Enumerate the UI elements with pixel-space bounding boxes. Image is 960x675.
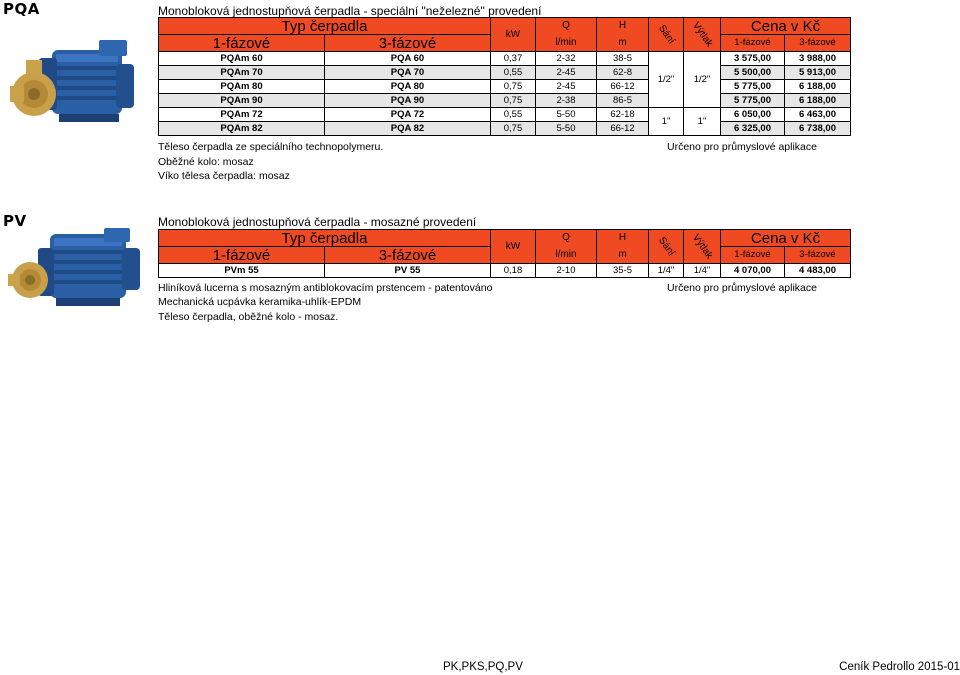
price-3faze: 6 188,00	[785, 80, 851, 94]
q-value: 5-50	[536, 122, 597, 136]
header-q-unit: l/min	[536, 247, 597, 264]
model-1faze: PQAm 60	[159, 52, 325, 66]
kw-value: 0,37	[491, 52, 536, 66]
model-3faze: PQA 70	[325, 66, 491, 80]
q-value: 2-32	[536, 52, 597, 66]
kw-value: 0,55	[491, 66, 536, 80]
pump-photo-pqa	[4, 30, 154, 155]
usage-pv: Určeno pro průmyslové aplikace	[667, 282, 817, 294]
q-value: 2-45	[536, 80, 597, 94]
q-value: 2-38	[536, 94, 597, 108]
price-1faze: 3 575,00	[721, 52, 785, 66]
table-row	[159, 52, 851, 66]
q-value: 2-45	[536, 66, 597, 80]
header-3faze: 3-fázové	[325, 35, 491, 52]
header-vytlak: Výtlak	[684, 230, 721, 264]
table-row	[159, 94, 851, 108]
table-row	[159, 108, 851, 122]
header-h-unit: m	[597, 35, 649, 52]
note-pv-2: Mechanická ucpávka keramika-uhlík-EPDM	[158, 296, 362, 308]
price-1faze: 6 325,00	[721, 122, 785, 136]
model-1faze: PQAm 72	[159, 108, 325, 122]
model-3faze: PQA 72	[325, 108, 491, 122]
model-1faze: PQAm 70	[159, 66, 325, 80]
footer-left: PK,PKS,PQ,PV	[443, 661, 523, 673]
section-title-pqa: Monobloková jednostupňová čerpadla - speciální "neželezné" provedení	[158, 4, 542, 18]
vytlak-value: 1/2"	[684, 52, 721, 108]
table-row	[159, 264, 851, 278]
price-3faze: 6 188,00	[785, 94, 851, 108]
header-typ: Typ čerpadla	[159, 230, 491, 247]
h-value: 66-12	[597, 80, 649, 94]
h-value: 35-5	[597, 264, 649, 278]
header-price-3faze: 3-fázové	[785, 35, 851, 52]
sani-value: 1/2"	[649, 52, 684, 108]
section-code-pqa: PQA	[3, 0, 40, 18]
header-1faze: 1-fázové	[159, 247, 325, 264]
note-pv-3: Těleso čerpadla, oběžné kolo - mosaz.	[158, 311, 339, 323]
vytlak-value: 1/4"	[684, 264, 721, 278]
section-code-pv: PV	[3, 212, 27, 230]
pump-photo-pv	[4, 226, 154, 334]
header-cena: Cena v Kč	[721, 18, 851, 35]
price-1faze: 6 050,00	[721, 108, 785, 122]
header-h: H	[597, 18, 649, 35]
price-3faze: 6 738,00	[785, 122, 851, 136]
header-q: Q	[536, 230, 597, 247]
header-q: Q	[536, 18, 597, 35]
h-value: 38-5	[597, 52, 649, 66]
note-pqa-3: Víko tělesa čerpadla: mosaz	[158, 170, 290, 182]
note-pv-1: Hliníková lucerna s mosazným antiblokovacím prstencem - patentováno	[158, 282, 493, 294]
header-price-3faze: 3-fázové	[785, 247, 851, 264]
kw-value: 0,75	[491, 94, 536, 108]
header-vytlak: Výtlak	[684, 18, 721, 52]
kw-value: 0,55	[491, 108, 536, 122]
h-value: 62-18	[597, 108, 649, 122]
table-row	[159, 80, 851, 94]
price-table-pqa	[158, 17, 851, 136]
kw-value: 0,75	[491, 80, 536, 94]
header-h: H	[597, 230, 649, 247]
price-table-pv	[158, 229, 851, 278]
header-price-1faze: 1-fázové	[721, 247, 785, 264]
header-kw: kW	[491, 18, 536, 52]
price-1faze: 4 070,00	[721, 264, 785, 278]
header-price-1faze: 1-fázové	[721, 35, 785, 52]
sani-value: 1"	[649, 108, 684, 136]
kw-value: 0,18	[491, 264, 536, 278]
header-sani: Sání	[649, 230, 684, 264]
h-value: 86-5	[597, 94, 649, 108]
header-q-unit: l/min	[536, 35, 597, 52]
footer-right: Ceník Pedrollo 2015-01	[839, 661, 960, 673]
table-row	[159, 122, 851, 136]
model-3faze: PQA 80	[325, 80, 491, 94]
note-pqa-2: Oběžné kolo: mosaz	[158, 156, 254, 168]
kw-value: 0,75	[491, 122, 536, 136]
model-1faze: PQAm 90	[159, 94, 325, 108]
q-value: 5-50	[536, 108, 597, 122]
vytlak-value: 1"	[684, 108, 721, 136]
h-value: 66-12	[597, 122, 649, 136]
usage-pqa: Určeno pro průmyslové aplikace	[667, 141, 817, 153]
price-1faze: 5 775,00	[721, 94, 785, 108]
header-typ: Typ čerpadla	[159, 18, 491, 35]
header-kw: kW	[491, 230, 536, 264]
header-cena: Cena v Kč	[721, 230, 851, 247]
model-1faze: PQAm 82	[159, 122, 325, 136]
header-1faze: 1-fázové	[159, 35, 325, 52]
header-sani: Sání	[649, 18, 684, 52]
price-1faze: 5 775,00	[721, 80, 785, 94]
table-row	[159, 66, 851, 80]
model-3faze: PQA 82	[325, 122, 491, 136]
model-3faze: PQA 90	[325, 94, 491, 108]
price-3faze: 4 483,00	[785, 264, 851, 278]
price-1faze: 5 500,00	[721, 66, 785, 80]
section-title-pv: Monobloková jednostupňová čerpadla - mosazné provedení	[158, 215, 477, 229]
q-value: 2-10	[536, 264, 597, 278]
price-3faze: 6 463,00	[785, 108, 851, 122]
sani-value: 1/4"	[649, 264, 684, 278]
model-1faze: PQAm 80	[159, 80, 325, 94]
h-value: 62-8	[597, 66, 649, 80]
note-pqa-1: Těleso čerpadla ze speciálního technopolymeru.	[158, 141, 384, 153]
header-3faze: 3-fázové	[325, 247, 491, 264]
model-3faze: PV 55	[325, 264, 491, 278]
model-1faze: PVm 55	[159, 264, 325, 278]
price-3faze: 5 913,00	[785, 66, 851, 80]
price-3faze: 3 988,00	[785, 52, 851, 66]
model-3faze: PQA 60	[325, 52, 491, 66]
header-h-unit: m	[597, 247, 649, 264]
